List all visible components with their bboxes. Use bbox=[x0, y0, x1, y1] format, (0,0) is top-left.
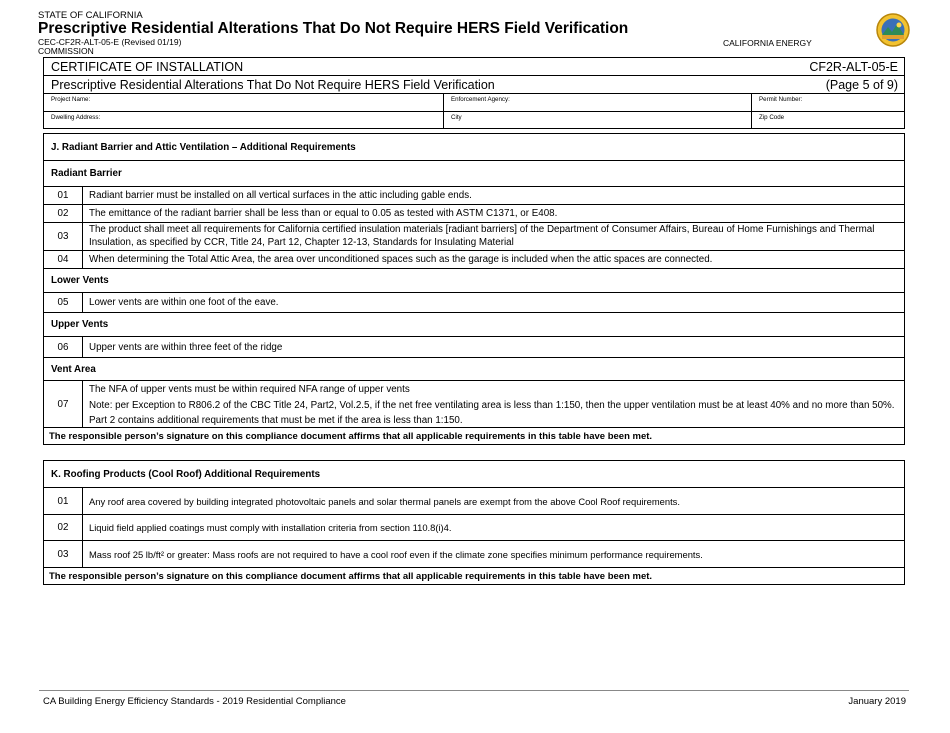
row-number: 05 bbox=[57, 297, 69, 308]
project-row bbox=[44, 94, 904, 112]
footer-divider bbox=[39, 690, 909, 691]
table-row bbox=[44, 488, 904, 515]
vent-area-line-2: Note: per Exception to R806.2 of the CBC Title 24, Part2, Vol.2.5, if the net free ventilating area is less than 1:150, then the upper ventilation must be at least 40% and no more than 50%. Part 2 contains additional requirements that must be met if the area is less than 1:150. bbox=[89, 399, 895, 426]
table-row bbox=[44, 293, 904, 313]
row-text: Lower vents are within one foot of the eave. bbox=[82, 293, 904, 312]
lower-vents-heading: Lower Vents bbox=[51, 275, 109, 286]
row-number: 04 bbox=[57, 254, 69, 265]
upper-vents-heading-row bbox=[44, 313, 904, 337]
radiant-barrier-heading: Radiant Barrier bbox=[51, 168, 122, 179]
lower-vents-heading-row bbox=[44, 269, 904, 293]
form-number bbox=[38, 38, 181, 56]
row-number: 07 bbox=[57, 398, 69, 410]
row-text: Liquid field applied coatings must comply with installation criteria from section 110.8(i)4. bbox=[82, 515, 904, 540]
table-row bbox=[44, 223, 904, 251]
table-row bbox=[44, 187, 904, 205]
dwelling-address-field[interactable]: Dwelling Address: bbox=[51, 114, 101, 121]
table-row bbox=[44, 381, 904, 428]
row-number: 03 bbox=[57, 231, 69, 242]
section-k-table bbox=[43, 460, 905, 585]
footer-standards: CA Building Energy Efficiency Standards - 2019 Residential Compliance bbox=[43, 696, 346, 707]
section-j-title: J. Radiant Barrier and Attic Ventilation – Additional Requirements bbox=[51, 141, 356, 153]
page-number: (Page 5 of 9) bbox=[825, 77, 898, 92]
certificate-label: CERTIFICATE OF INSTALLATION bbox=[51, 59, 244, 74]
section-k-title-row bbox=[44, 461, 904, 488]
certificate-header bbox=[43, 57, 905, 129]
row-text: The product shall meet all requirements for California certified insulation materials [radiant barriers] of the Department of Consumer Affairs, Bureau of Home Furnishings and Thermal Insulation, as specified by CCR, Title 24, Part 12, Chapter 12-13, Standards for Insulating Material bbox=[82, 223, 904, 250]
certificate-row bbox=[44, 58, 904, 76]
row-text: The emittance of the radiant barrier shall be less than or equal to 0.05 as tested with ASTM C1371, or E408. bbox=[82, 205, 904, 222]
project-name-field[interactable]: Project Name: bbox=[51, 96, 91, 103]
row-text: When determining the Total Attic Area, the area over unconditioned spaces such as the garage is included when the attic spaces are connected. bbox=[82, 251, 904, 268]
signature-row bbox=[44, 428, 904, 444]
table-row bbox=[44, 541, 904, 568]
row-text bbox=[82, 381, 904, 427]
footer-date: January 2019 bbox=[848, 696, 906, 707]
row-number: 01 bbox=[57, 190, 69, 201]
row-number: 03 bbox=[57, 548, 69, 560]
table-row bbox=[44, 205, 904, 223]
state-seal-icon bbox=[876, 13, 910, 47]
zip-code-field[interactable]: Zip Code bbox=[751, 112, 904, 128]
row-text: Upper vents are within three feet of the ridge bbox=[82, 337, 904, 357]
vent-area-line-1: The NFA of upper vents must be within required NFA range of upper vents bbox=[89, 384, 410, 395]
radiant-barrier-heading-row bbox=[44, 161, 904, 187]
signature-statement: The responsible person’s signature on this compliance document affirms that all applicable requirements in this table have been met. bbox=[49, 570, 653, 582]
upper-vents-heading: Upper Vents bbox=[51, 319, 109, 330]
form-number-text: CEC-CF2R-ALT-05-E (Revised 01/19) bbox=[38, 37, 182, 47]
row-number: 02 bbox=[57, 208, 69, 219]
vent-area-heading: Vent Area bbox=[51, 363, 96, 375]
commission-label: COMMISSION bbox=[38, 46, 94, 56]
row-number: 02 bbox=[57, 522, 69, 533]
certificate-subtitle: Prescriptive Residential Alterations That Do Not Require HERS Field Verification bbox=[51, 77, 495, 92]
signature-statement: The responsible person’s signature on this compliance document affirms that all applicable requirements in this table have been met. bbox=[49, 430, 653, 442]
table-row bbox=[44, 515, 904, 541]
signature-row bbox=[44, 568, 904, 584]
section-j-table bbox=[43, 133, 905, 445]
row-number: 01 bbox=[57, 495, 69, 507]
table-row bbox=[44, 337, 904, 358]
table-row bbox=[44, 251, 904, 269]
section-j-title-row bbox=[44, 134, 904, 161]
subtitle-row bbox=[44, 76, 904, 94]
permit-number-field[interactable]: Permit Number: bbox=[751, 94, 904, 111]
page-title: Prescriptive Residential Alterations That Do Not Require HERS Field Verification bbox=[38, 20, 629, 37]
row-text: Radiant barrier must be installed on all vertical surfaces in the attic including gable ends. bbox=[82, 187, 904, 204]
section-k-title: K. Roofing Products (Cool Roof) Additional Requirements bbox=[51, 468, 321, 480]
city-field[interactable]: City bbox=[443, 112, 751, 128]
row-text: Mass roof 25 lb/ft² or greater: Mass roofs are not required to have a cool roof even if the climate zone specifies minimum performance requirements. bbox=[82, 541, 904, 567]
enforcement-agency-field[interactable]: Enforcement Agency: bbox=[443, 94, 751, 111]
agency-label: CALIFORNIA ENERGY bbox=[723, 38, 812, 48]
vent-area-heading-row bbox=[44, 358, 904, 381]
state-label: STATE OF CALIFORNIA bbox=[38, 10, 143, 21]
certificate-code: CF2R-ALT-05-E bbox=[809, 59, 898, 74]
row-text: Any roof area covered by building integrated photovoltaic panels and solar thermal panels are exempt from the above Cool Roof requirements. bbox=[82, 488, 904, 514]
address-row bbox=[44, 112, 904, 128]
row-number: 06 bbox=[57, 341, 69, 353]
